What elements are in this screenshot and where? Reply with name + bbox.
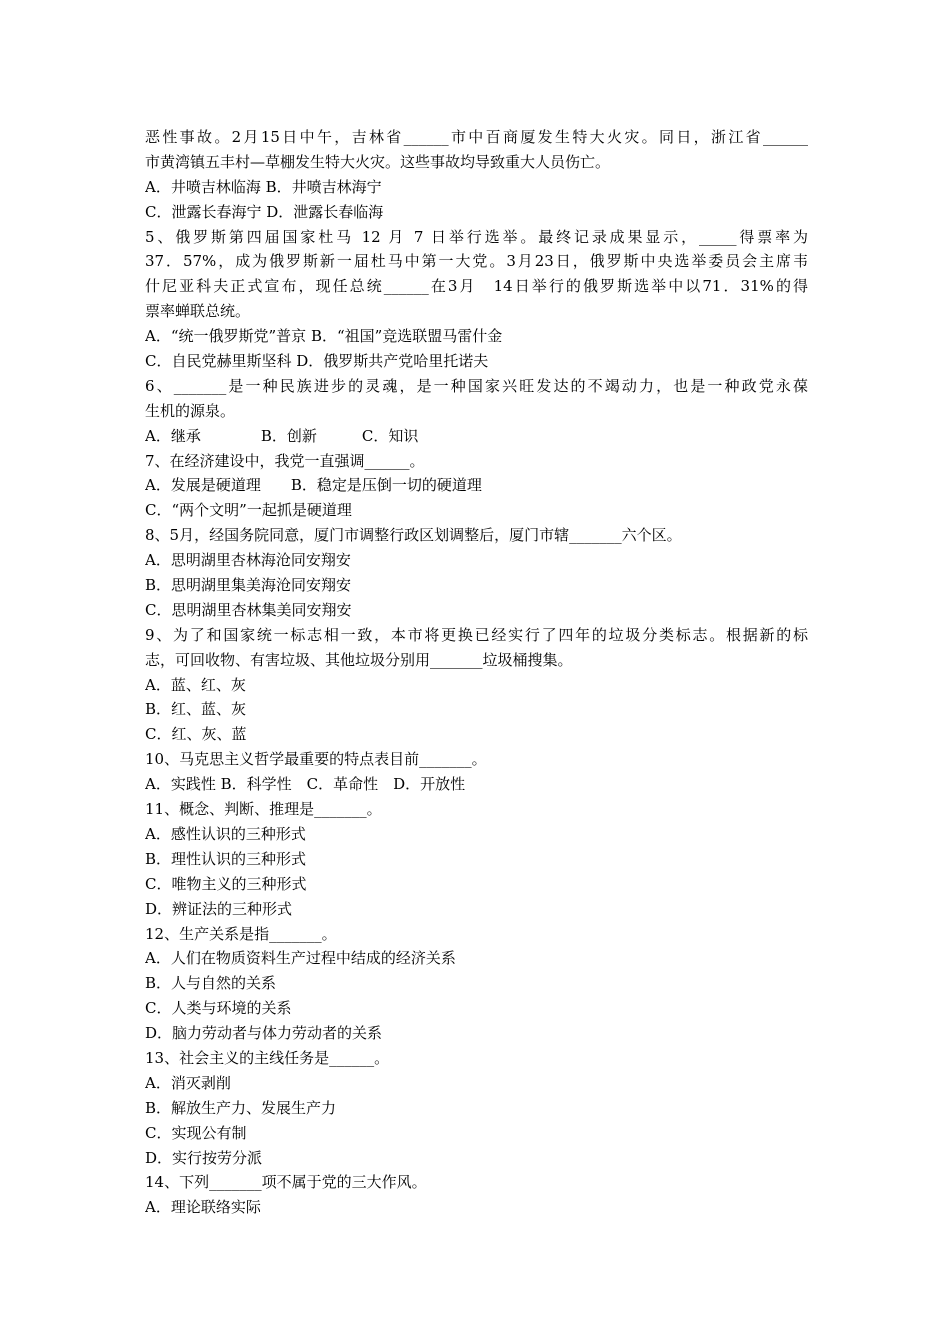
text-line: 13、社会主义的主线任务是______。 (145, 1048, 390, 1067)
text-line: 14、下列_______项不属于党的三大作风。 (145, 1173, 427, 1192)
text-line: 5、俄罗斯第四届国家杜马 12 月 7 日举行选举。最终记录成果显示，_____得票率为 (145, 227, 808, 246)
text-line: 什尼亚科夫正式宣布，现任总统______在3月 14日举行的俄罗斯选举中以71．31%的得 (145, 277, 808, 296)
text-line: 市黄湾镇五丰村—草棚发生特大火灾。这些事故均导致重大人员伤亡。 (145, 152, 611, 171)
text-line: A．井喷吉林临海 B．井喷吉林海宁 (145, 177, 382, 196)
text-line: B．理性认识的三种形式 (145, 849, 307, 868)
text-line: A．感性认识的三种形式 (145, 824, 306, 843)
text-line: 7、在经济建设中，我党一直强调______。 (145, 451, 425, 470)
text-line: 票率蝉联总统。 (145, 302, 251, 321)
text-line: 恶性事故。2月15日中午，吉林省______市中百商厦发生特大火灾。同日，浙江省______ (145, 128, 808, 146)
text-line: A．思明湖里杏林海沧同安翔安 (145, 551, 351, 570)
text-line: A．人们在物质资料生产过程中结成的经济关系 (145, 949, 456, 968)
text-line: 12、生产关系是指_______。 (145, 924, 337, 943)
text-line: D．脑力劳动者与体力劳动者的关系 (145, 1024, 383, 1043)
text-line: A．消灭剥削 (145, 1073, 231, 1092)
text-line: A．继承 B．创新 C．知识 (145, 426, 419, 445)
text-line: B．人与自然的关系 (145, 974, 277, 993)
text-line: B．思明湖里集美海沧同安翔安 (145, 576, 352, 595)
text-line: 11、概念、判断、推理是_______。 (145, 800, 382, 819)
text-line: C．“两个文明”一起抓是硬道理 (145, 501, 352, 520)
text-line: 9、为了和国家统一标志相一致，本市将更换已经实行了四年的垃圾分类标志。根据新的标 (145, 625, 808, 644)
text-line: C．唯物主义的三种形式 (145, 874, 307, 893)
text-line: C．红、灰、蓝 (145, 725, 247, 744)
text-line: 志，可回收物、有害垃圾、其他垃圾分别用_______垃圾桶搜集。 (145, 650, 573, 669)
text-line: 8、5月，经国务院同意，厦门市调整行政区划调整后，厦门市辖_______六个区。 (145, 526, 682, 545)
text-line: 10、马克思主义哲学最重要的特点表目前_______。 (145, 750, 487, 769)
text-line: C．自民党赫里斯坚科 D．俄罗斯共产党哈里托诺夫 (145, 352, 489, 371)
text-line: C．泄露长春海宁 D．泄露长春临海 (145, 202, 384, 221)
text-line: 生机的源泉。 (145, 401, 236, 420)
text-line: A．发展是硬道理 B．稳定是压倒一切的硬道理 (145, 476, 482, 495)
text-line: D．辨证法的三种形式 (145, 899, 293, 918)
text-line: D．实行按劳分派 (145, 1148, 263, 1167)
text-line: A．“统一俄罗斯党”普京 B．“祖国”竞选联盟马雷什金 (145, 327, 503, 346)
text-line: C．人类与环境的关系 (145, 999, 292, 1018)
text-line: B．解放生产力、发展生产力 (145, 1098, 337, 1117)
text-line: C．思明湖里杏林集美同安翔安 (145, 600, 352, 619)
text-line: A．理论联络实际 (145, 1198, 261, 1217)
text-line: B．红、蓝、灰 (145, 700, 247, 719)
document-body (145, 125, 808, 1220)
text-line: A．实践性 B．科学性 C．革命性 D．开放性 (145, 775, 466, 794)
text-line: 6、_______是一种民族进步的灵魂，是一种国家兴旺发达的不竭动力，也是一种政党永葆 (145, 376, 808, 395)
text-line: C．实现公有制 (145, 1123, 247, 1142)
text-line: 37．57%，成为俄罗斯新一届杜马中第一大党。3月23日，俄罗斯中央选举委员会主席韦 (145, 252, 808, 271)
text-line: A．蓝、红、灰 (145, 675, 246, 694)
